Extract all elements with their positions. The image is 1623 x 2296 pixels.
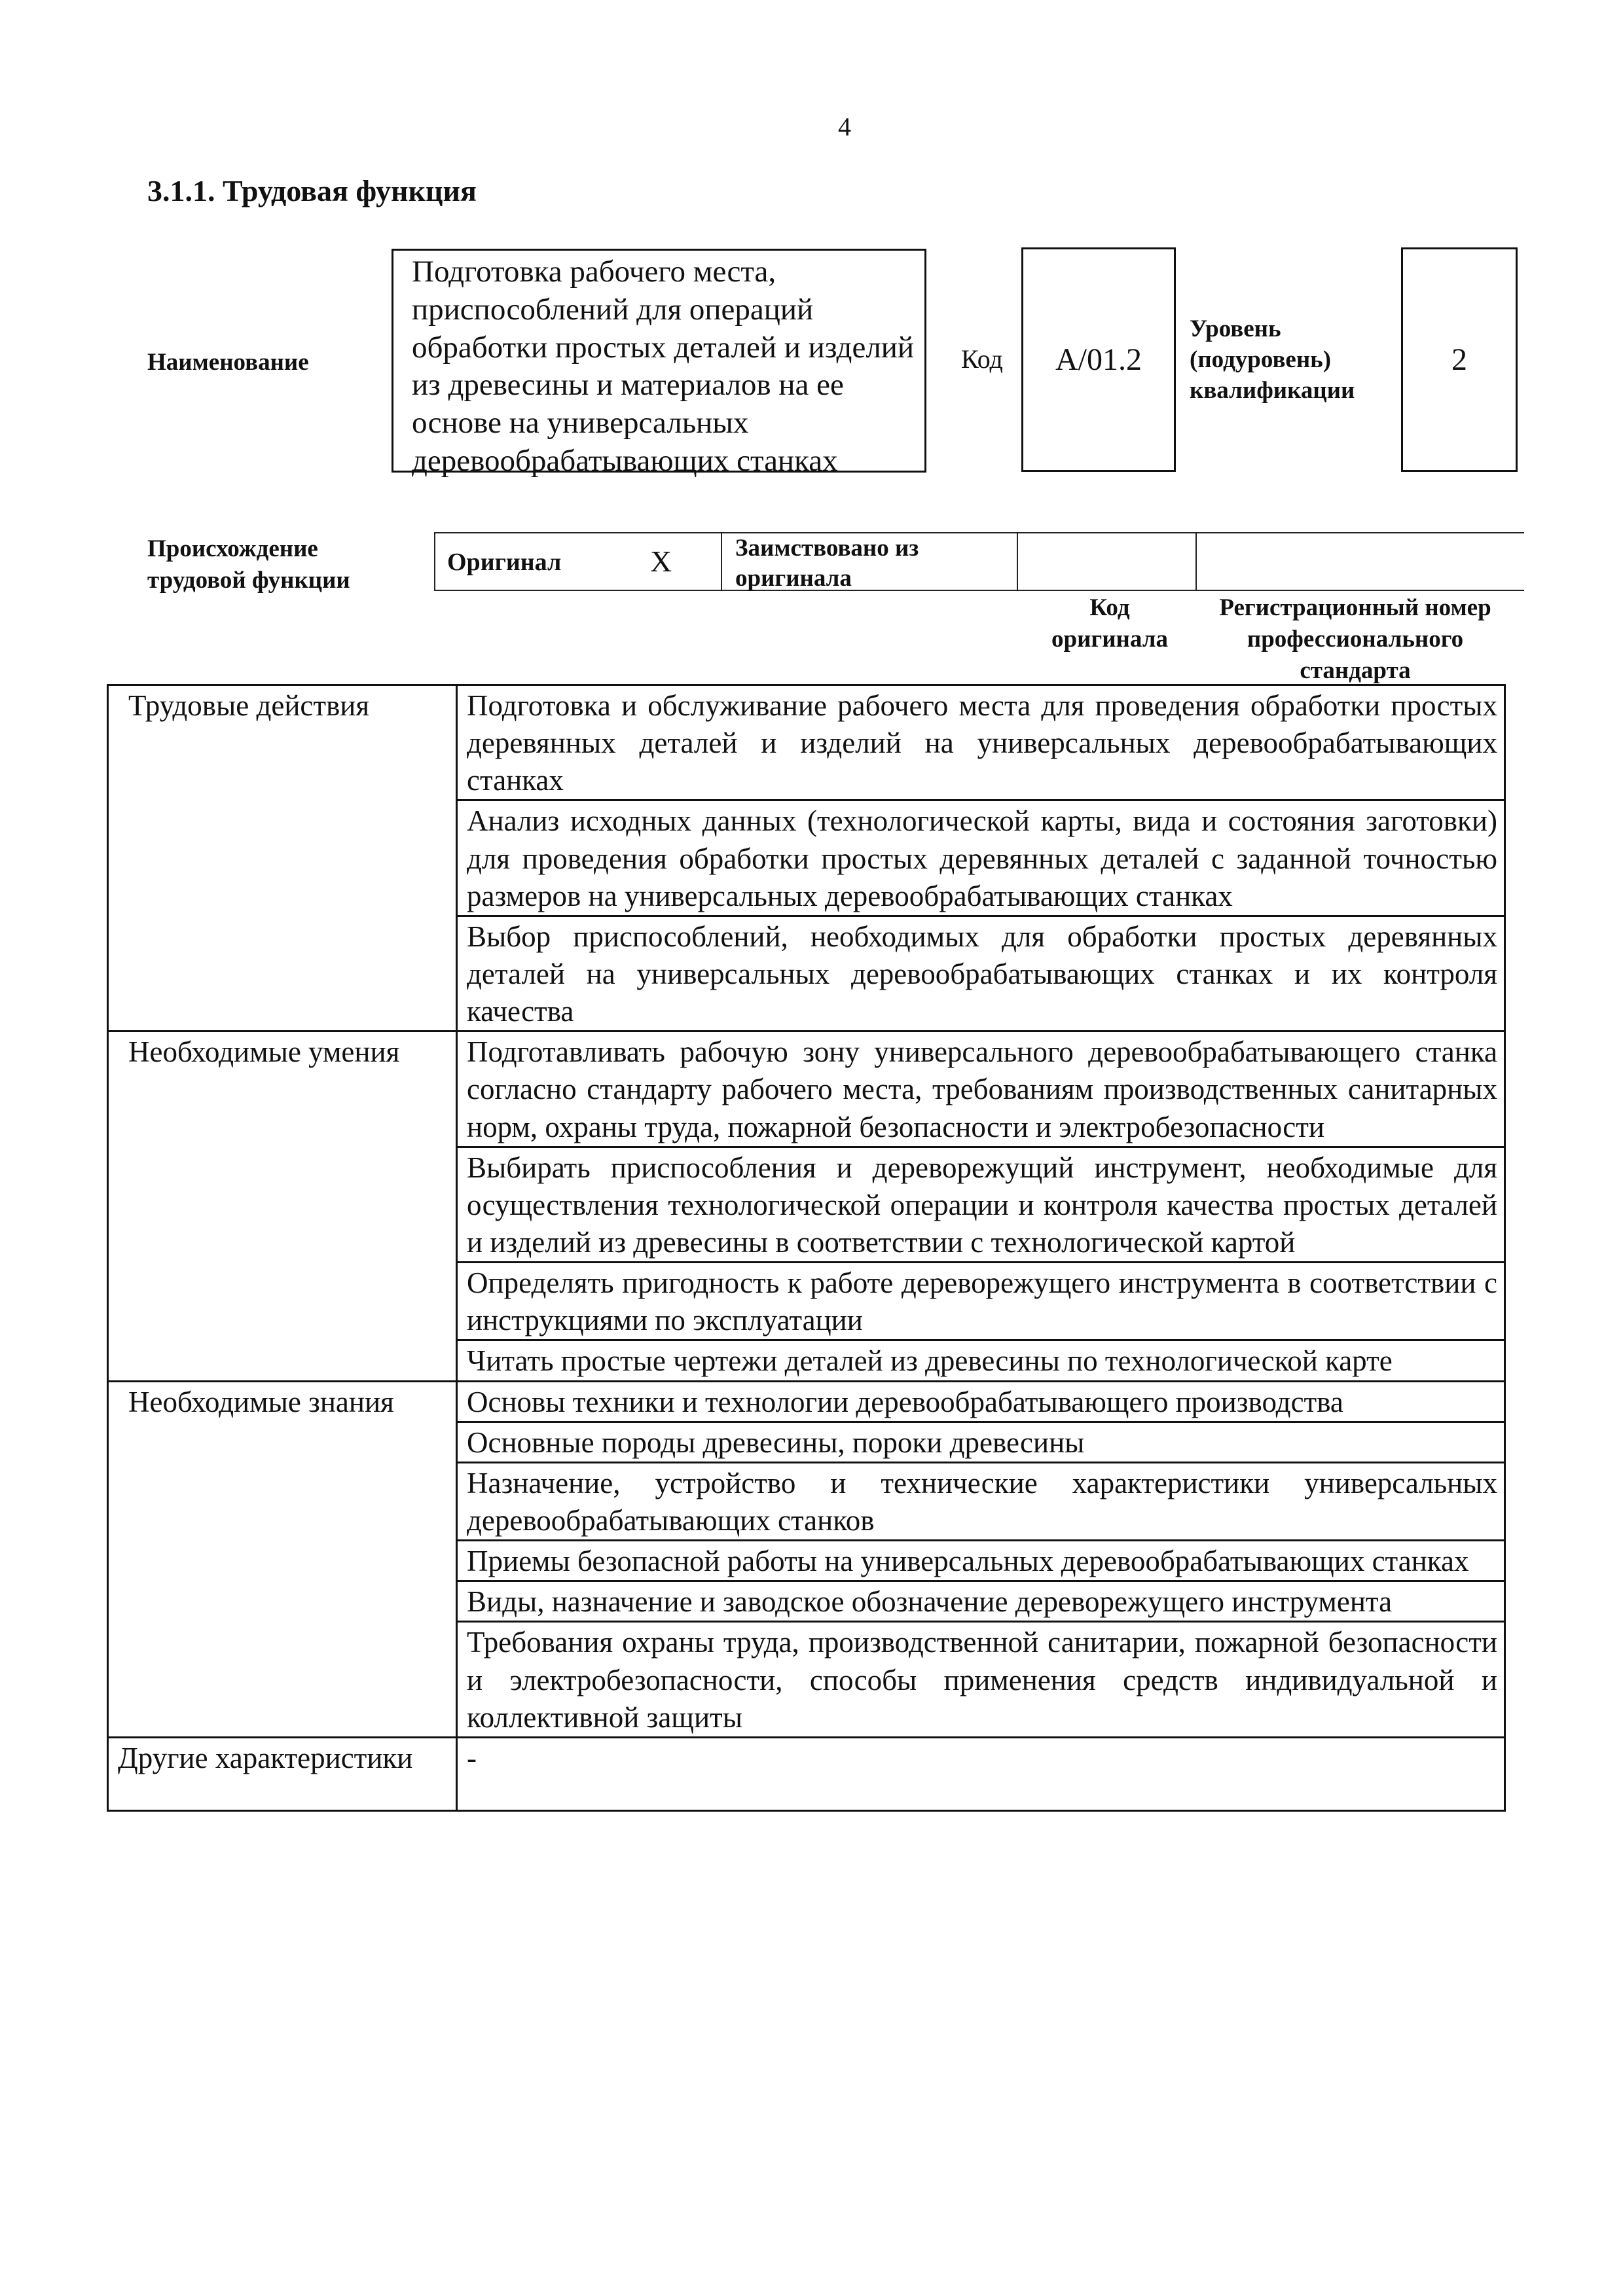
- labor-actions-label: Трудовые действия: [108, 685, 457, 1031]
- table-row: [108, 1031, 1505, 1147]
- table-row: [108, 1381, 1505, 1422]
- table-cell: -: [457, 1737, 1505, 1810]
- function-name-value: Подготовка рабочего места, приспособлений для операций обработки простых деталей и изделий из древесины и материалов на ее основе на универсальных деревообрабатывающих станках: [412, 255, 915, 478]
- table-cell: Определять пригодность к работе дереворежущего инструмента в соответствии с инструкциями по эксплуатации: [457, 1263, 1505, 1340]
- origin-label: Происхождение трудовой функции: [147, 535, 350, 594]
- origin-divider: [721, 533, 722, 590]
- level-label: Уровень (подуровень) квалификации: [1190, 315, 1355, 404]
- other-characteristics-label: Другие характеристики: [108, 1737, 457, 1810]
- table-cell: Анализ исходных данных (технологической карты, вида и состояния заготовки) для проведения обработки простых деревянных деталей с заданной точностью размеров на универсальных деревообрабатывающих станках: [457, 800, 1505, 916]
- required-knowledge-label: Необходимые знания: [108, 1381, 457, 1737]
- table-cell: Виды, назначение и заводское обозначение дереворежущего инструмента: [457, 1581, 1505, 1622]
- origin-row: [434, 532, 1524, 591]
- origin-divider: [1195, 533, 1197, 590]
- table-cell: Выбор приспособлений, необходимых для обработки простых деревянных деталей на универсальных деревообрабатывающих станках и их контроля качества: [457, 916, 1505, 1031]
- code-box: [1021, 247, 1176, 472]
- table-row: [108, 685, 1505, 800]
- table-cell: Требования охраны труда, производственной санитарии, пожарной безопасности и электробезопасности, способы применения средств индивидуальной и коллективной защиты: [457, 1622, 1505, 1737]
- table-cell: Приемы безопасной работы на универсальных деревообрабатывающих станках: [457, 1541, 1505, 1581]
- table-cell: Выбирать приспособления и дереворежущий инструмент, необходимые для осуществления технологической операции и контроля качества простых деталей и изделий из древесины в соответствии с технологической картой: [457, 1147, 1505, 1262]
- table-cell: Подготавливать рабочую зону универсального деревообрабатывающего станка согласно стандарту рабочего места, требованиям производственных санитарных норм, охраны труда, пожарной безопасности и электробезопасности: [457, 1031, 1505, 1147]
- required-skills-label: Необходимые умения: [108, 1031, 457, 1381]
- original-label: Оригинал: [447, 548, 562, 576]
- function-table: [107, 684, 1506, 1812]
- level-value: 2: [1451, 342, 1467, 377]
- borrowed-label: Заимствовано из оригинала: [735, 535, 919, 592]
- table-cell: Подготовка и обслуживание рабочего места для проведения обработки простых деревянных деталей и изделий на универсальных деревообрабатывающих станках: [457, 685, 1505, 800]
- table-cell: Читать простые чертежи деталей из древесины по технологической карте: [457, 1340, 1505, 1381]
- code-value: A/01.2: [1055, 342, 1142, 377]
- table-cell: Назначение, устройство и технические характеристики универсальных деревообрабатывающих станков: [457, 1462, 1505, 1540]
- table-row: [108, 1737, 1505, 1810]
- code-label: Код: [961, 344, 1003, 374]
- reg-number-note: Регистрационный номер профессионального стандарта: [1219, 594, 1491, 685]
- level-box: [1401, 247, 1518, 472]
- page-number: 4: [838, 112, 851, 141]
- origin-divider: [434, 533, 435, 590]
- section-heading: 3.1.1. Трудовая функция: [147, 174, 477, 207]
- code-original-note: Код оригинала: [1051, 594, 1168, 653]
- original-mark: X: [650, 545, 672, 578]
- function-name-box: [392, 249, 926, 478]
- name-label: Наименование: [147, 349, 309, 376]
- table-cell: Основы техники и технологии деревообрабатывающего производства: [457, 1381, 1505, 1422]
- origin-divider: [1017, 533, 1018, 590]
- table-cell: Основные породы древесины, пороки древесины: [457, 1422, 1505, 1462]
